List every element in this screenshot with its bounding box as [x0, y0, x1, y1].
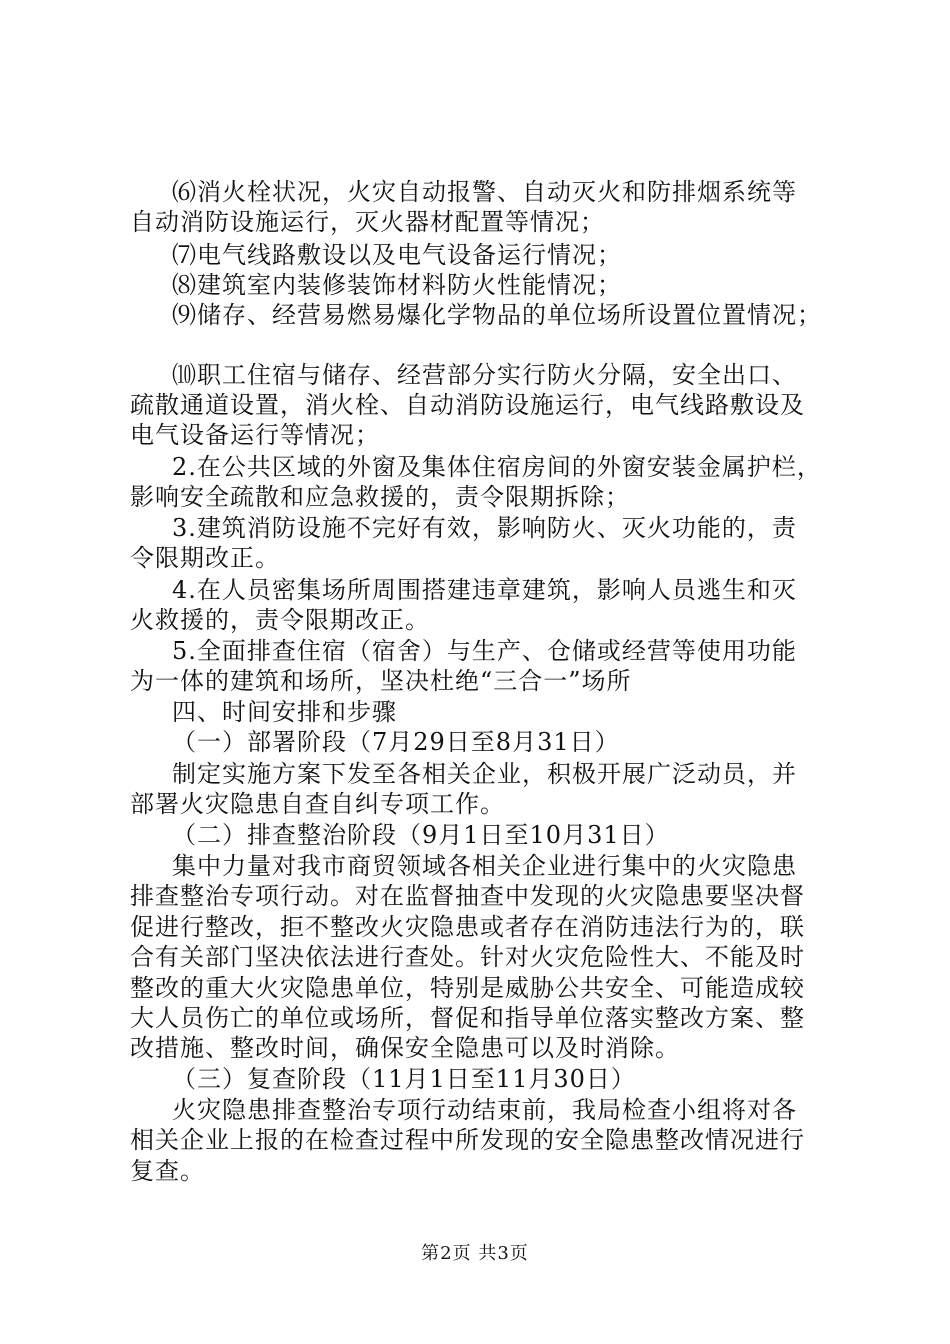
text-line: 影响安全疏散和应急救援的，责令限期拆除；	[130, 483, 630, 511]
text-line: 部署火灾隐患自查自纠专项工作。	[130, 790, 505, 818]
text-line: 4.在人员密集场所周围搭建违章建筑，影响人员逃生和灭	[172, 576, 797, 604]
text-line: 排查整治专项行动。对在监督抽查中发现的火灾隐患要坚决督	[130, 882, 805, 910]
subsection-heading: （三）复查阶段（11月1日至11月30日）	[172, 1065, 636, 1093]
text-line: 相关企业上报的在检查过程中所发现的安全隐患整改情况进行	[130, 1126, 805, 1154]
text-line: 合有关部门坚决依法进行查处。针对火灾危险性大、不能及时	[130, 943, 805, 971]
text-line: 集中力量对我市商贸领域各相关企业进行集中的火灾隐患	[172, 852, 797, 880]
section-heading: 四、时间安排和步骤	[172, 698, 397, 726]
text-line: 令限期改正。	[130, 544, 280, 572]
subsection-heading: （一）部署阶段（7月29日至8月31日）	[172, 728, 620, 756]
text-line: 复查。	[130, 1157, 205, 1185]
text-line: ⑺电气线路敷设以及电气设备运行情况；	[172, 241, 622, 269]
text-line: 为一体的建筑和场所，坚决杜绝“三合一”场所	[130, 667, 632, 695]
text-line: ⑹消火栓状况，火灾自动报警、自动灭火和防排烟系统等	[172, 178, 797, 206]
text-line: 自动消防设施运行，灭火器材配置等情况；	[130, 208, 605, 236]
text-line: 制定实施方案下发至各相关企业，积极开展广泛动员，并	[172, 760, 797, 788]
text-line: 火灾隐患排查整治专项行动结束前，我局检查小组将对各	[172, 1096, 797, 1124]
text-line: 3.建筑消防设施不完好有效，影响防火、灭火功能的，责	[172, 514, 797, 542]
subsection-heading: （二）排查整治阶段（9月1日至10月31日）	[172, 821, 670, 849]
text-line: 促进行整改，拒不整改火灾隐患或者存在消防违法行为的，联	[130, 913, 805, 941]
text-line: 整改的重大火灾隐患单位，特别是威胁公共安全、可能造成较	[130, 974, 805, 1002]
text-line: 2.在公共区域的外窗及集体住宿房间的外窗安装金属护栏，	[172, 453, 822, 481]
text-line: 5.全面排查住宿（宿舍）与生产、仓储或经营等使用功能	[172, 637, 797, 665]
page-number-footer: 第2页 共3页	[421, 1243, 529, 1264]
text-line: ⑻建筑室内装修装饰材料防火性能情况；	[172, 271, 622, 299]
text-line: ⑽职工住宿与储存、经营部分实行防火分隔，安全出口、	[172, 361, 797, 389]
text-line: ⑼储存、经营易燃易爆化学物品的单位场所设置位置情况；	[172, 301, 822, 329]
text-line: 疏散通道设置，消火栓、自动消防设施运行，电气线路敷设及	[130, 391, 805, 419]
text-line: 改措施、整改时间，确保安全隐患可以及时消除。	[130, 1034, 680, 1062]
text-line: 电气设备运行等情况；	[130, 421, 380, 449]
text-line: 大人员伤亡的单位或场所，督促和指导单位落实整改方案、整	[130, 1004, 805, 1032]
text-line: 火救援的，责令限期改正。	[130, 606, 430, 634]
